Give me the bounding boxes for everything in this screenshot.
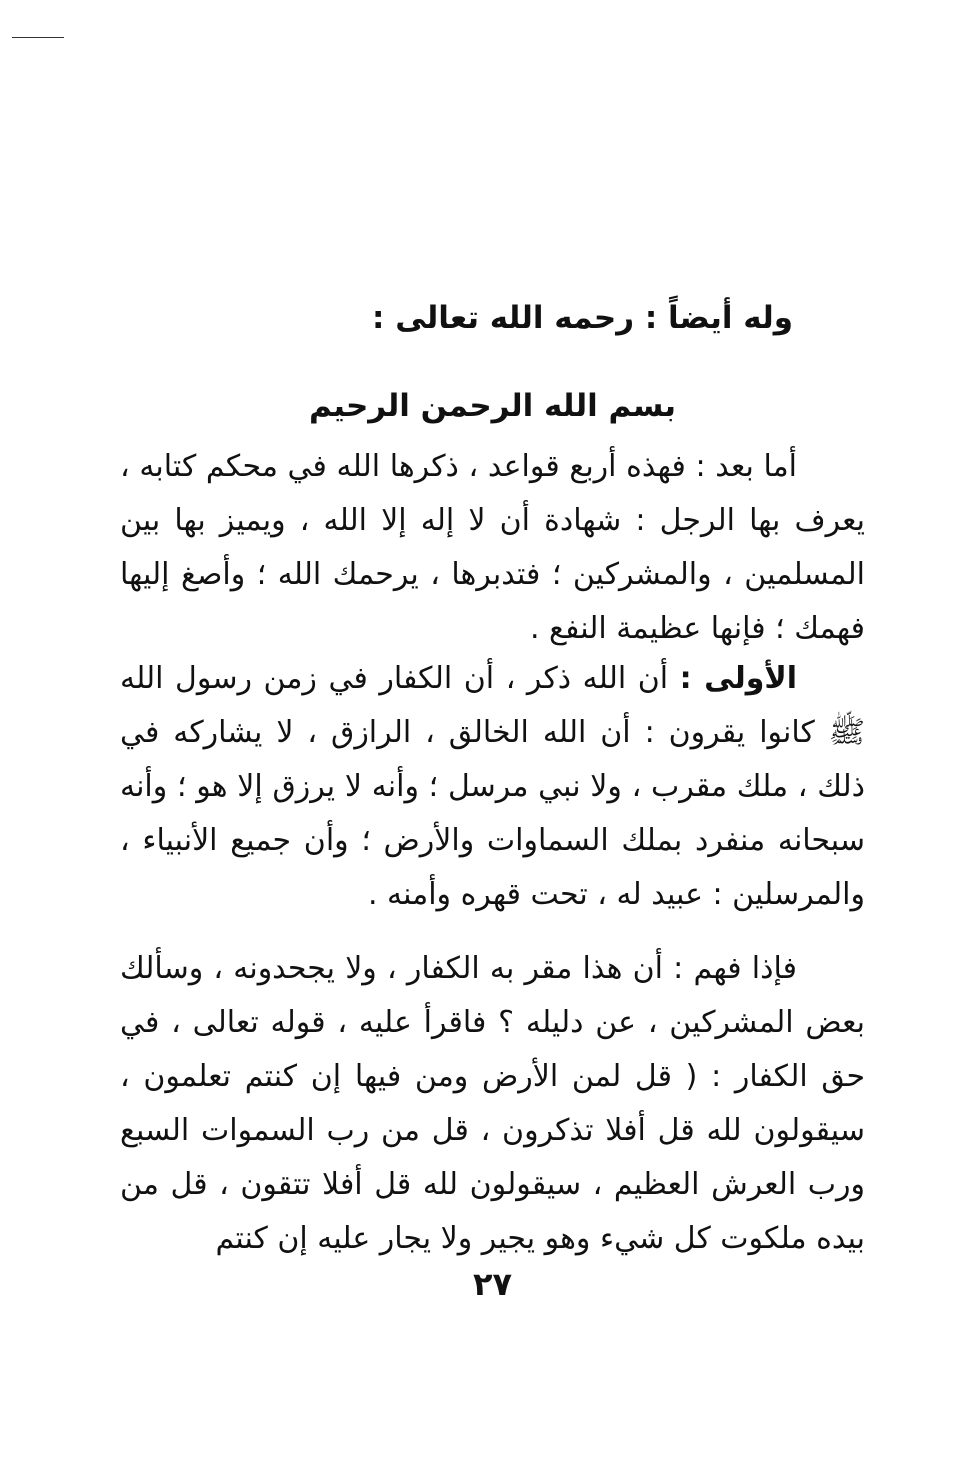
- page-number: ٢٧: [472, 1265, 513, 1303]
- book-page: [120, 0, 865, 1462]
- paragraph-text: أن الله ذكر ، أن الكفار في زمن رسول الله ﷺ كانوا يقرون : أن الله الخالق ، الرازق ، لا يشاركه في ذلك ، ملك مقرب ، ولا نبي مرسل ؛ وأنه لا يرزق إلا هو ؛ وأنه سبحانه منفرد بملك السماوات والأرض ؛ وأن جميع الأنبياء ، والمرسلين : عبيد له ، تحت قهره وأمنه .: [120, 661, 865, 912]
- top-corner-rule: [12, 37, 64, 38]
- paragraph-text: أما بعد : فهذه أربع قواعد ، ذكرها الله في محكم كتابه ، يعرف بها الرجل : شهادة أن لا إله إلا الله ، ويميز بها بين المسلمين ، والمشركين ؛ فتدبرها ، يرحمك الله ؛ وأصغ إليها فهمك ؛ فإنها عظيمة النفع .: [120, 449, 865, 646]
- paragraph-first-rule: [120, 652, 865, 922]
- paragraph-lead: الأولى :: [679, 661, 798, 696]
- paragraph-text: فإذا فهم : أن هذا مقر به الكفار ، ولا يجحدونه ، وسألك بعض المشركين ، عن دليله ؟ فاقرأ عليه ، قوله تعالى ، في حق الكفار : ( قل لمن الأرض ومن فيها إن كنتم تعلمون ، سيقولون لله قل أفلا تذكرون ، قل من رب السموات السبع ورب العرش العظيم ، سيقولون لله قل أفلا تتقون ، قل من بيده ملكوت كل شيء وهو يجير ولا يجار عليه إن كنتم: [120, 951, 865, 1256]
- section-heading: وله أيضاً : رحمه الله تعالى :: [372, 300, 793, 336]
- paragraph-evidence: [120, 942, 865, 1266]
- paragraph-intro: [120, 440, 865, 656]
- basmala: بسم الله الرحمن الرحيم: [308, 388, 677, 424]
